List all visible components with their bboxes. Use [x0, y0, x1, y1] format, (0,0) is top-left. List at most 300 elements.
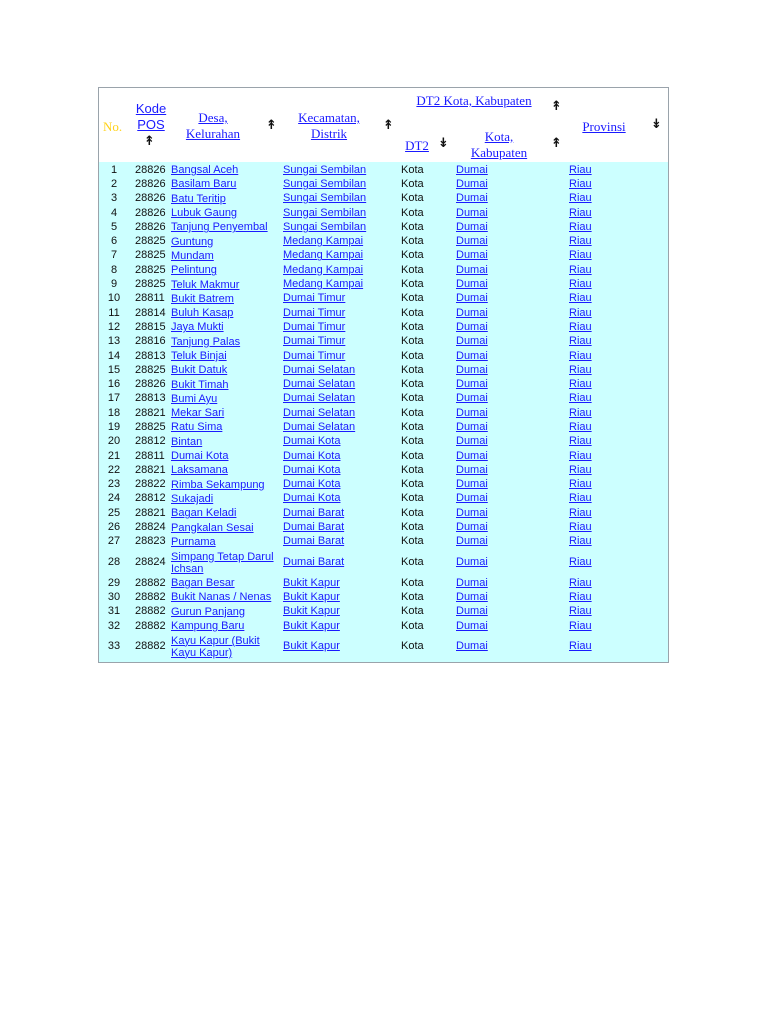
cell-provinsi: [569, 590, 668, 604]
cell-kota-link[interactable]: Dumai: [456, 640, 488, 653]
cell-dt2: Kota: [401, 392, 424, 405]
cell-kode-pos: 28813: [135, 392, 166, 405]
cell-kode-pos: 28882: [135, 576, 166, 589]
cell-desa: [171, 163, 283, 177]
cell-desa: [171, 263, 283, 277]
table-header: [99, 88, 668, 162]
table-row: [99, 406, 668, 420]
cell-kode-pos: 28882: [135, 640, 166, 653]
cell-dt2: Kota: [401, 605, 424, 618]
sort-down-icon[interactable]: ↡: [651, 117, 662, 132]
cell-kota: [456, 549, 569, 576]
cell-kecamatan-link[interactable]: Dumai Selatan: [283, 392, 356, 405]
cell-provinsi-link[interactable]: Riau: [569, 605, 592, 618]
table-row: [99, 392, 668, 406]
cell-desa-link[interactable]: Bumi Ayu: [171, 392, 218, 405]
cell-kecamatan-link[interactable]: Medang Kampai: [283, 278, 364, 291]
cell-kota-link[interactable]: Dumai: [456, 349, 488, 362]
cell-kota-link[interactable]: Dumai: [456, 335, 488, 348]
cell-dt2: Kota: [401, 320, 424, 333]
cell-desa: [171, 320, 283, 334]
cell-desa: [171, 192, 283, 206]
cell-provinsi-link[interactable]: Riau: [569, 292, 592, 305]
cell-kota-link[interactable]: Dumai: [456, 378, 488, 391]
cell-desa-link[interactable]: Batu Teritip: [171, 192, 226, 205]
cell-provinsi-link[interactable]: Riau: [569, 378, 592, 391]
cell-kota: [456, 535, 569, 549]
cell-provinsi-link[interactable]: Riau: [569, 278, 592, 291]
cell-kode-pos: 28815: [135, 320, 166, 333]
cell-provinsi: [569, 605, 668, 619]
cell-kecamatan-link[interactable]: Medang Kampai: [283, 249, 364, 262]
cell-kota: [456, 449, 569, 463]
cell-kecamatan: [283, 549, 401, 576]
cell-no: 15: [107, 363, 121, 376]
table-row: [99, 220, 668, 234]
cell-desa: [171, 506, 283, 520]
cell-kota-link[interactable]: Dumai: [456, 292, 488, 305]
cell-kecamatan: [283, 435, 401, 449]
cell-kota-link[interactable]: Dumai: [456, 556, 488, 569]
cell-dt2: Kota: [401, 521, 424, 534]
cell-provinsi: [569, 506, 668, 520]
cell-provinsi: [569, 576, 668, 590]
table-row: [99, 249, 668, 263]
cell-kota: [456, 478, 569, 492]
table-row: [99, 492, 668, 506]
cell-kecamatan-link[interactable]: Sungai Sembilan: [283, 220, 367, 233]
cell-no: 23: [107, 478, 121, 491]
cell-provinsi-link[interactable]: Riau: [569, 320, 592, 333]
cell-desa-link[interactable]: Laksamana: [171, 464, 228, 477]
cell-kecamatan: [283, 478, 401, 492]
cell-no: 19: [107, 420, 121, 433]
cell-kode-pos: 28823: [135, 535, 166, 548]
cell-kecamatan: [283, 263, 401, 277]
cell-dt2: Kota: [401, 249, 424, 262]
cell-dt2: Kota: [401, 163, 424, 176]
cell-kecamatan-link[interactable]: Dumai Barat: [283, 556, 345, 569]
cell-dt2: Kota: [401, 463, 424, 476]
table-row: [99, 192, 668, 206]
cell-provinsi-link[interactable]: Riau: [569, 306, 592, 319]
cell-provinsi: [569, 192, 668, 206]
cell-kecamatan-link[interactable]: Dumai Selatan: [283, 420, 356, 433]
cell-kota-link[interactable]: Dumai: [456, 463, 488, 476]
cell-kota-link[interactable]: Dumai: [456, 163, 488, 176]
cell-provinsi-link[interactable]: Riau: [569, 619, 592, 632]
cell-kota-link[interactable]: Dumai: [456, 249, 488, 262]
cell-provinsi-link[interactable]: Riau: [569, 335, 592, 348]
cell-kota-link[interactable]: Dumai: [456, 619, 488, 632]
cell-kota-link[interactable]: Dumai: [456, 492, 488, 505]
cell-desa-link[interactable]: Dumai Kota: [171, 450, 229, 463]
cell-kota-link[interactable]: Dumai: [456, 506, 488, 519]
cell-desa: [171, 535, 283, 549]
cell-kecamatan: [283, 633, 401, 660]
cell-kota: [456, 406, 569, 420]
cell-no: 12: [107, 320, 121, 333]
cell-kecamatan-link[interactable]: Dumai Barat: [283, 535, 345, 548]
cell-kecamatan: [283, 192, 401, 206]
sort-up-icon[interactable]: ↟: [551, 99, 562, 114]
cell-desa: [171, 206, 283, 220]
cell-kecamatan-link[interactable]: Dumai Selatan: [283, 378, 356, 391]
cell-provinsi-link[interactable]: Riau: [569, 220, 592, 233]
cell-kota: [456, 619, 569, 633]
cell-desa: [171, 277, 283, 291]
cell-kecamatan-link[interactable]: Bukit Kapur: [283, 605, 340, 618]
cell-kode-pos: 28826: [135, 378, 166, 391]
cell-kecamatan-link[interactable]: Dumai Timur: [283, 292, 346, 305]
cell-provinsi-link[interactable]: Riau: [569, 420, 592, 433]
cell-desa-link[interactable]: Jaya Mukti: [171, 321, 224, 334]
table-row: [99, 263, 668, 277]
cell-desa-link[interactable]: Bukit Datuk: [171, 364, 228, 377]
cell-kota-link[interactable]: Dumai: [456, 206, 488, 219]
cell-kode-pos: 28816: [135, 335, 166, 348]
cell-no: 29: [107, 576, 121, 589]
cell-kode-pos: 28882: [135, 619, 166, 632]
cell-kecamatan: [283, 306, 401, 320]
cell-kota-link[interactable]: Dumai: [456, 320, 488, 333]
cell-desa-link[interactable]: Pangkalan Sesai: [171, 521, 254, 534]
sort-up-icon[interactable]: ↟: [551, 136, 562, 151]
cell-kota-link[interactable]: Dumai: [456, 235, 488, 248]
cell-desa-link[interactable]: Ratu Sima: [171, 421, 223, 434]
cell-provinsi: [569, 492, 668, 506]
cell-provinsi-link[interactable]: Riau: [569, 363, 592, 376]
cell-kota-link[interactable]: Dumai: [456, 435, 488, 448]
cell-kecamatan-link[interactable]: Dumai Barat: [283, 521, 345, 534]
cell-desa-link[interactable]: Teluk Makmur: [171, 278, 240, 291]
cell-kecamatan-link[interactable]: Bukit Kapur: [283, 590, 340, 603]
cell-provinsi-link[interactable]: Riau: [569, 349, 592, 362]
cell-kota-link[interactable]: Dumai: [456, 392, 488, 405]
header-dt2-group-link[interactable]: DT2 Kota, Kabupaten: [416, 93, 532, 108]
cell-desa-link[interactable]: Teluk Binjai: [171, 350, 227, 362]
cell-kecamatan: [283, 206, 401, 220]
cell-kota-link[interactable]: Dumai: [456, 263, 488, 276]
cell-no: 13: [107, 335, 121, 348]
sort-down-icon[interactable]: ↡: [438, 136, 449, 151]
cell-kode-pos: 28812: [135, 435, 166, 448]
cell-kota-link[interactable]: Dumai: [456, 406, 488, 419]
cell-provinsi-link[interactable]: Riau: [569, 192, 592, 205]
cell-kota: [456, 349, 569, 363]
cell-no: 27: [107, 535, 121, 548]
cell-provinsi: [569, 549, 668, 576]
cell-kota-link[interactable]: Dumai: [456, 590, 488, 603]
cell-provinsi-link[interactable]: Riau: [569, 492, 592, 505]
table-row: [99, 549, 668, 576]
cell-kota: [456, 177, 569, 191]
cell-provinsi-link[interactable]: Riau: [569, 235, 592, 248]
cell-dt2: Kota: [401, 363, 424, 376]
table-body: [99, 163, 668, 660]
cell-kode-pos: 28825: [135, 235, 166, 248]
cell-kecamatan-link[interactable]: Bukit Kapur: [283, 619, 340, 632]
cell-desa: [171, 363, 283, 377]
cell-kota-link[interactable]: Dumai: [456, 576, 488, 589]
cell-desa: [171, 335, 283, 349]
cell-provinsi: [569, 220, 668, 234]
cell-kecamatan-link[interactable]: Sungai Sembilan: [283, 163, 367, 176]
cell-desa-link[interactable]: Pelintung: [171, 264, 217, 277]
cell-kecamatan-link[interactable]: Dumai Timur: [283, 306, 346, 319]
cell-kode-pos: 28825: [135, 363, 166, 376]
cell-provinsi-link[interactable]: Riau: [569, 392, 592, 405]
cell-kecamatan-link[interactable]: Dumai Kota: [283, 435, 341, 448]
cell-kota-link[interactable]: Dumai: [456, 363, 488, 376]
cell-kecamatan: [283, 463, 401, 477]
cell-desa: [171, 292, 283, 306]
cell-desa-link[interactable]: Bagan Keladi: [171, 507, 237, 520]
cell-dt2: Kota: [401, 177, 424, 190]
cell-kota: [456, 292, 569, 306]
cell-provinsi-link[interactable]: Riau: [569, 177, 592, 190]
cell-desa-link[interactable]: Mekar Sari: [171, 407, 225, 420]
cell-desa-link[interactable]: Purnama: [171, 535, 216, 548]
table-row: [99, 535, 668, 549]
cell-kecamatan-link[interactable]: Dumai Kota: [283, 478, 341, 491]
cell-kode-pos: 28821: [135, 406, 166, 419]
cell-desa-link[interactable]: Tanjung Palas: [171, 335, 241, 348]
cell-provinsi-link[interactable]: Riau: [569, 478, 592, 491]
cell-kecamatan: [283, 163, 401, 177]
cell-kecamatan: [283, 234, 401, 248]
cell-dt2: Kota: [401, 449, 424, 462]
cell-desa: [171, 492, 283, 506]
cell-desa-link[interactable]: Guntung: [171, 235, 214, 248]
cell-provinsi-link[interactable]: Riau: [569, 249, 592, 262]
cell-kecamatan-link[interactable]: Medang Kampai: [283, 263, 364, 276]
cell-kecamatan-link[interactable]: Dumai Selatan: [283, 363, 356, 376]
cell-provinsi: [569, 163, 668, 177]
cell-provinsi-link[interactable]: Riau: [569, 206, 592, 219]
cell-kecamatan-link[interactable]: Sungai Sembilan: [283, 206, 367, 219]
cell-desa-link[interactable]: Rimba Sekampung: [171, 478, 265, 491]
cell-no: 32: [107, 619, 121, 632]
cell-kecamatan: [283, 420, 401, 434]
cell-provinsi-link[interactable]: Riau: [569, 535, 592, 548]
cell-kota-link[interactable]: Dumai: [456, 306, 488, 319]
cell-desa-link[interactable]: Simpang Tetap Darul Ichsan: [171, 550, 274, 575]
cell-desa: [171, 177, 283, 191]
cell-desa: [171, 377, 283, 391]
cell-kota-link[interactable]: Dumai: [456, 192, 488, 205]
cell-dt2: Kota: [401, 220, 424, 233]
cell-kota-link[interactable]: Dumai: [456, 278, 488, 291]
cell-no: 24: [107, 492, 121, 505]
cell-kota-link[interactable]: Dumai: [456, 535, 488, 548]
table-row: [99, 520, 668, 534]
cell-desa-link[interactable]: Sukajadi: [171, 492, 214, 505]
table-row: [99, 506, 668, 520]
cell-provinsi-link[interactable]: Riau: [569, 590, 592, 603]
cell-desa: [171, 590, 283, 604]
header-kota-link[interactable]: Kota, Kabupaten: [470, 129, 528, 160]
cell-kecamatan: [283, 492, 401, 506]
cell-desa: [171, 392, 283, 406]
cell-kecamatan-link[interactable]: Dumai Kota: [283, 492, 341, 505]
cell-kecamatan-link[interactable]: Sungai Sembilan: [283, 192, 367, 205]
cell-provinsi-link[interactable]: Riau: [569, 163, 592, 176]
cell-kota: [456, 492, 569, 506]
table-row: [99, 463, 668, 477]
cell-kecamatan-link[interactable]: Dumai Kota: [283, 463, 341, 476]
cell-no: 3: [110, 192, 118, 205]
cell-kode-pos: 28826: [135, 206, 166, 219]
header-dt2-link[interactable]: DT2: [405, 138, 429, 153]
cell-dt2: Kota: [401, 556, 424, 569]
cell-provinsi: [569, 392, 668, 406]
sort-up-icon[interactable]: ↟: [383, 118, 394, 133]
header-desa-link[interactable]: Desa, Kelurahan: [185, 110, 241, 141]
cell-provinsi-link[interactable]: Riau: [569, 263, 592, 276]
cell-kecamatan-link[interactable]: Dumai Kota: [283, 449, 341, 462]
cell-kota-link[interactable]: Dumai: [456, 449, 488, 462]
cell-desa-link[interactable]: Basilam Baru: [171, 178, 237, 191]
table-row: [99, 619, 668, 633]
cell-kecamatan-link[interactable]: Dumai Timur: [283, 320, 346, 333]
cell-no: 21: [107, 449, 121, 462]
cell-no: 8: [110, 263, 118, 276]
cell-dt2: Kota: [401, 492, 424, 505]
table-row: [99, 449, 668, 463]
cell-kecamatan: [283, 177, 401, 191]
cell-provinsi-link[interactable]: Riau: [569, 556, 592, 569]
cell-kecamatan: [283, 392, 401, 406]
cell-provinsi: [569, 520, 668, 534]
cell-provinsi: [569, 478, 668, 492]
cell-desa: [171, 576, 283, 590]
cell-desa-link[interactable]: Bintan: [171, 435, 203, 448]
cell-kecamatan-link[interactable]: Sungai Sembilan: [283, 177, 367, 190]
table-row: [99, 349, 668, 363]
cell-desa-link[interactable]: Bukit Batrem: [171, 292, 234, 305]
cell-provinsi: [569, 619, 668, 633]
cell-desa: [171, 549, 283, 576]
cell-desa-link[interactable]: Tanjung Penyembal: [171, 221, 268, 234]
cell-no: 11: [108, 306, 120, 319]
cell-provinsi-link[interactable]: Riau: [569, 506, 592, 519]
cell-desa-link[interactable]: Kayu Kapur (Bukit Kayu Kapur): [171, 634, 260, 659]
header-kode-pos-link[interactable]: Kode POS: [135, 101, 167, 132]
table-row: [99, 605, 668, 619]
cell-provinsi-link[interactable]: Riau: [569, 406, 592, 419]
cell-kota: [456, 277, 569, 291]
cell-desa: [171, 435, 283, 449]
cell-kota-link[interactable]: Dumai: [456, 478, 488, 491]
cell-kota-link[interactable]: Dumai: [456, 605, 488, 618]
cell-kota: [456, 206, 569, 220]
cell-kota: [456, 192, 569, 206]
cell-kecamatan-link[interactable]: Dumai Selatan: [283, 406, 356, 419]
sort-up-icon[interactable]: ↟: [144, 134, 155, 149]
cell-kode-pos: 28811: [135, 292, 165, 305]
cell-dt2: Kota: [401, 535, 424, 548]
cell-kota: [456, 520, 569, 534]
header-no: No.: [103, 119, 123, 134]
header-provinsi-link[interactable]: Provinsi: [582, 119, 626, 134]
cell-kota: [456, 463, 569, 477]
cell-desa-link[interactable]: Gurun Panjang: [171, 605, 245, 618]
cell-dt2: Kota: [401, 263, 424, 276]
cell-kode-pos: 28821: [135, 463, 166, 476]
cell-dt2: Kota: [401, 506, 424, 519]
cell-kota: [456, 605, 569, 619]
cell-desa-link[interactable]: Bagan Besar: [171, 577, 235, 590]
cell-kecamatan: [283, 363, 401, 377]
cell-kecamatan: [283, 406, 401, 420]
cell-provinsi: [569, 420, 668, 434]
cell-desa-link[interactable]: Mundam: [171, 249, 214, 262]
cell-kode-pos: 28824: [135, 521, 166, 534]
cell-dt2: Kota: [401, 640, 424, 653]
cell-provinsi: [569, 363, 668, 377]
cell-desa-link[interactable]: Bangsal Aceh: [171, 164, 239, 177]
table-row: [99, 320, 668, 334]
cell-desa-link[interactable]: Buluh Kasap: [171, 307, 234, 320]
cell-kota: [456, 506, 569, 520]
cell-dt2: Kota: [401, 235, 424, 248]
cell-provinsi-link[interactable]: Riau: [569, 449, 592, 462]
cell-kota-link[interactable]: Dumai: [456, 521, 488, 534]
table-row: [99, 335, 668, 349]
cell-desa: [171, 234, 283, 248]
cell-kota-link[interactable]: Dumai: [456, 420, 488, 433]
cell-kecamatan-link[interactable]: Dumai Timur: [283, 349, 346, 362]
cell-kota: [456, 363, 569, 377]
cell-kota: [456, 576, 569, 590]
sort-up-icon[interactable]: ↟: [266, 118, 277, 133]
cell-provinsi-link[interactable]: Riau: [569, 463, 592, 476]
cell-kecamatan-link[interactable]: Dumai Barat: [283, 506, 345, 519]
cell-no: 20: [107, 435, 121, 448]
cell-provinsi-link[interactable]: Riau: [569, 576, 592, 589]
cell-kota: [456, 392, 569, 406]
cell-desa-link[interactable]: Lubuk Gaung: [171, 207, 238, 220]
cell-provinsi-link[interactable]: Riau: [569, 640, 592, 653]
cell-kode-pos: 28822: [135, 478, 166, 491]
cell-desa-link[interactable]: Bukit Nanas / Nenas: [171, 591, 272, 604]
cell-kecamatan-link[interactable]: Bukit Kapur: [283, 640, 340, 653]
cell-kecamatan-link[interactable]: Medang Kampai: [283, 235, 364, 248]
cell-dt2: Kota: [401, 378, 424, 391]
table-row: [99, 206, 668, 220]
cell-kota-link[interactable]: Dumai: [456, 177, 488, 190]
cell-dt2: Kota: [401, 420, 424, 433]
cell-desa-link[interactable]: Kampung Baru: [171, 620, 245, 633]
cell-dt2: Kota: [401, 590, 424, 603]
table-row: [99, 363, 668, 377]
cell-no: 6: [110, 235, 118, 248]
cell-kecamatan-link[interactable]: Bukit Kapur: [283, 576, 340, 589]
cell-desa-link[interactable]: Bukit Timah: [171, 378, 229, 391]
cell-kota-link[interactable]: Dumai: [456, 220, 488, 233]
cell-desa: [171, 605, 283, 619]
cell-provinsi-link[interactable]: Riau: [569, 521, 592, 534]
header-kecamatan-link[interactable]: Kecamatan, Distrik: [298, 110, 360, 141]
cell-desa: [171, 420, 283, 434]
cell-kecamatan: [283, 506, 401, 520]
cell-dt2: Kota: [401, 349, 424, 362]
cell-kode-pos: 28825: [135, 278, 166, 291]
cell-provinsi-link[interactable]: Riau: [569, 435, 592, 448]
cell-kecamatan-link[interactable]: Dumai Timur: [283, 335, 346, 348]
cell-no: 26: [107, 521, 121, 534]
